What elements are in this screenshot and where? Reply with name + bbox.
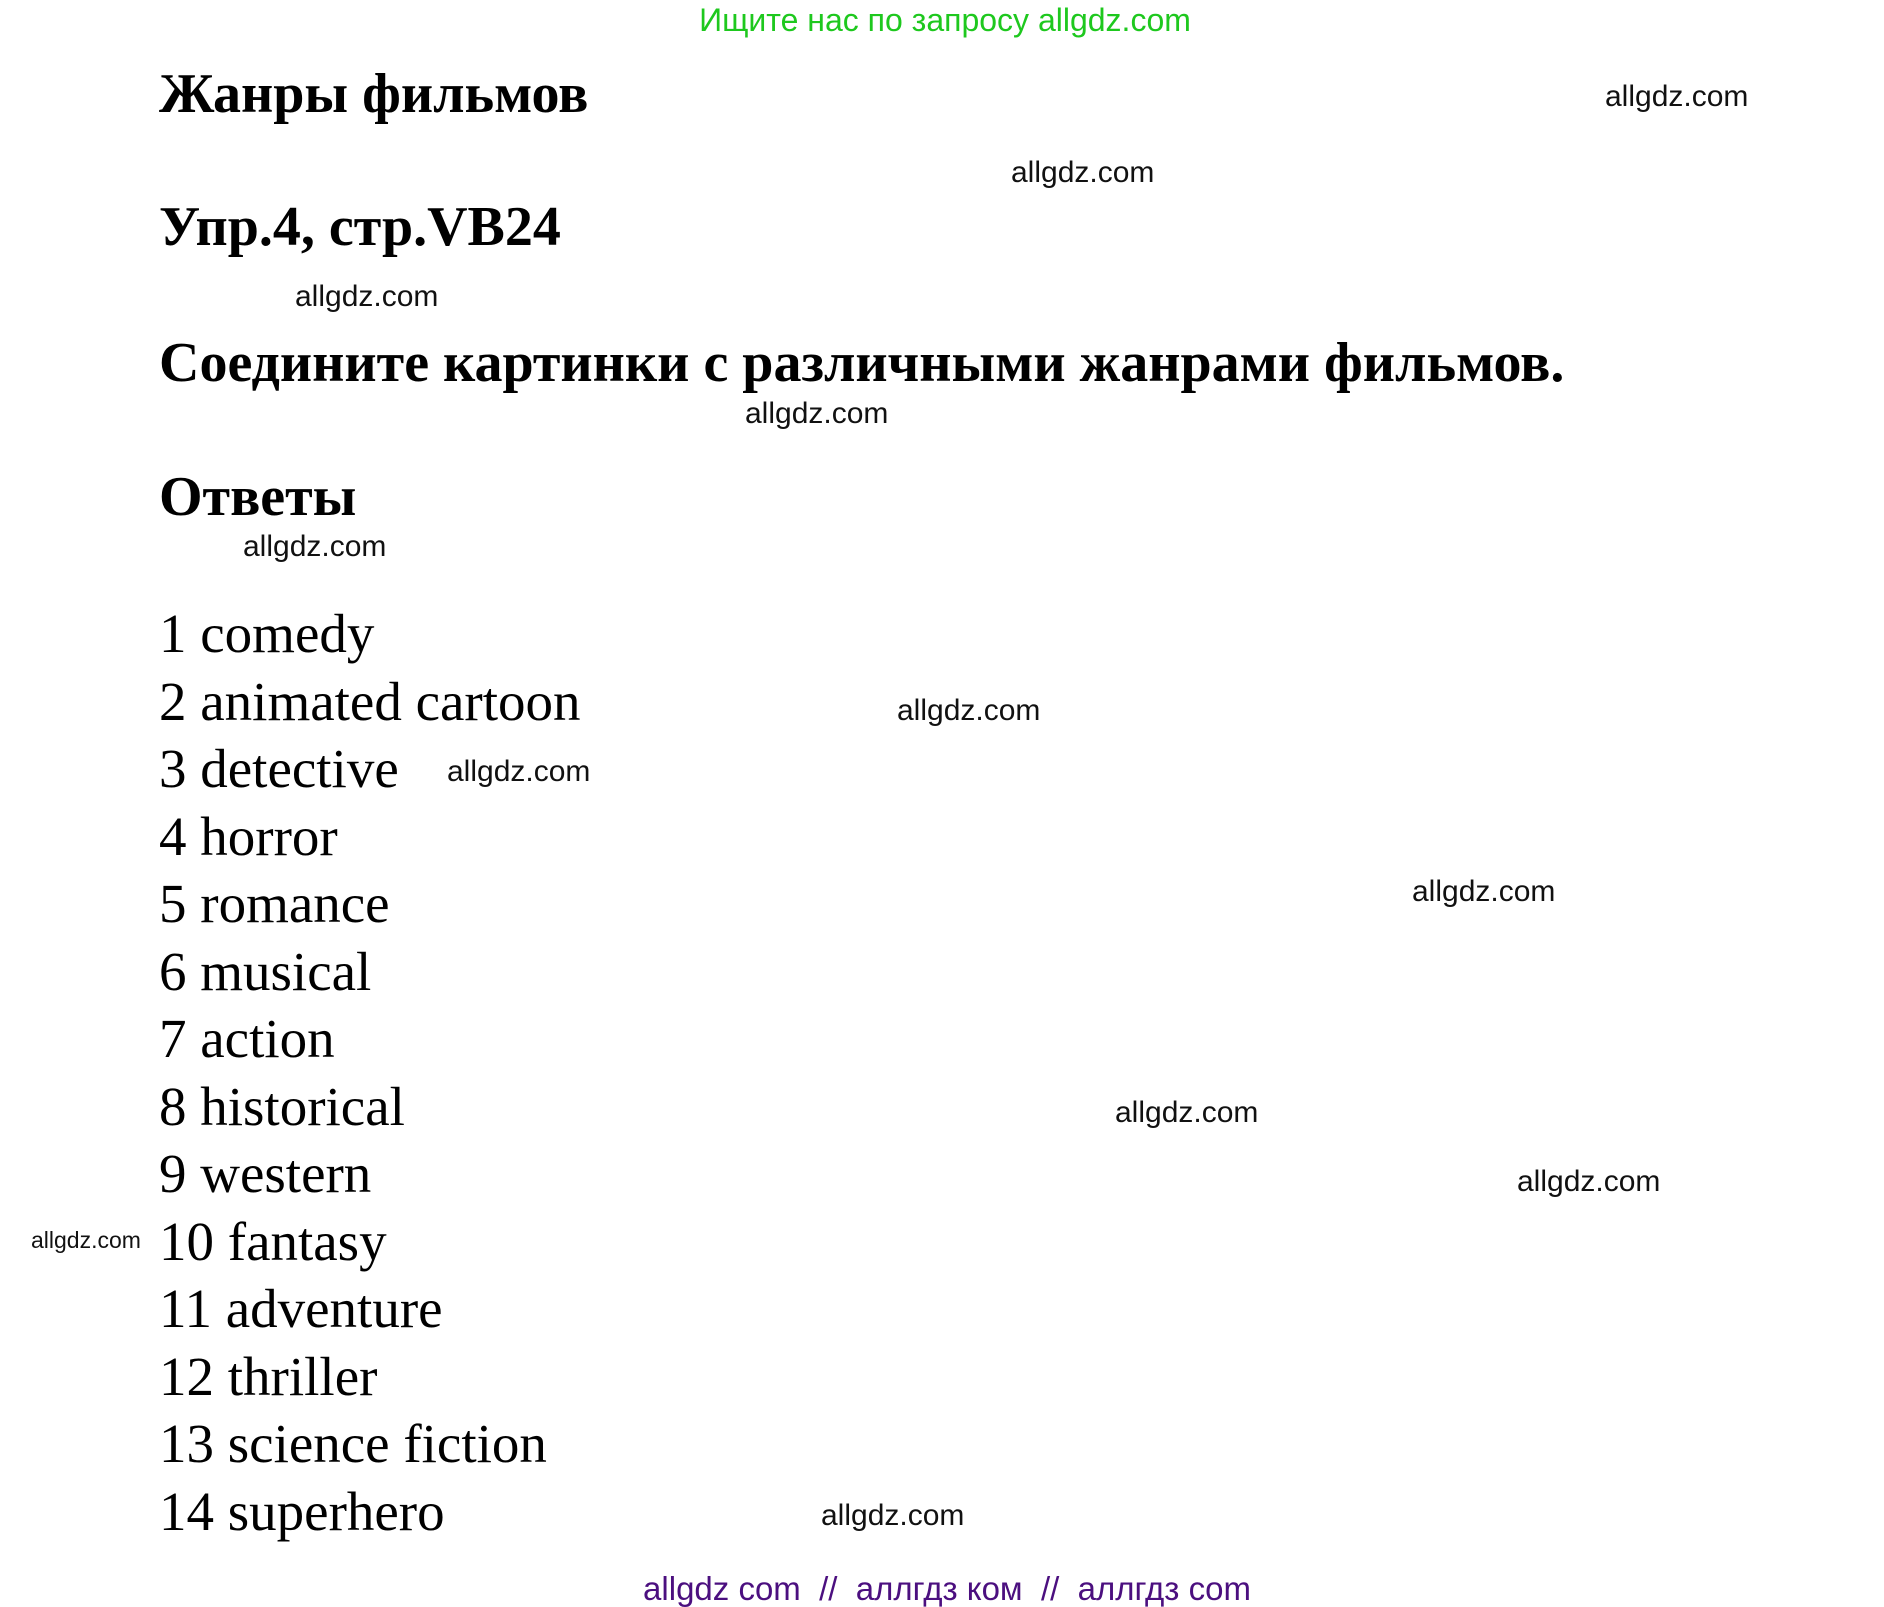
list-item: 2 animated cartoon (159, 670, 581, 732)
list-item: 10 fantasy (159, 1210, 387, 1272)
list-item: 9 western (159, 1143, 372, 1204)
list-item: 11 adventure (159, 1278, 443, 1339)
watermark: allgdz.com (31, 1227, 141, 1253)
answers-heading: Ответы (159, 466, 357, 528)
list-item: 7 action (159, 1008, 335, 1069)
watermark: allgdz.com (1605, 80, 1749, 113)
list-item: 8 historical (159, 1075, 405, 1137)
page-title: Жанры фильмов (159, 63, 589, 125)
watermark: allgdz.com (1517, 1165, 1661, 1198)
list-item: 3 detective (159, 738, 399, 799)
watermark: allgdz.com (745, 397, 889, 430)
search-banner: Ищите нас по запросу allgdz.com (699, 2, 1191, 38)
watermark: allgdz.com (295, 280, 439, 313)
watermark: allgdz.com (1011, 156, 1155, 189)
list-item: 12 thriller (159, 1345, 378, 1407)
list-item: 14 superhero (159, 1480, 445, 1542)
list-item: 6 musical (159, 940, 372, 1002)
footer-text: allgdz com // аллгдз ком // аллгдз com (643, 1570, 1251, 1607)
watermark: allgdz.com (821, 1499, 965, 1532)
list-item: 5 romance (159, 873, 390, 934)
list-item: 1 comedy (159, 603, 375, 664)
watermark: allgdz.com (897, 694, 1041, 727)
exercise-heading: Упр.4, стр.VB24 (159, 196, 561, 258)
answers-list (159, 600, 581, 1545)
watermark: allgdz.com (447, 755, 591, 788)
task-text: Соедините картинки с различными жанрами фильмов. (159, 332, 1565, 394)
list-item: 4 horror (159, 805, 338, 867)
list-item: 13 science fiction (159, 1413, 547, 1474)
watermark: allgdz.com (243, 530, 387, 563)
watermark: allgdz.com (1115, 1096, 1259, 1129)
watermark: allgdz.com (1412, 875, 1556, 908)
